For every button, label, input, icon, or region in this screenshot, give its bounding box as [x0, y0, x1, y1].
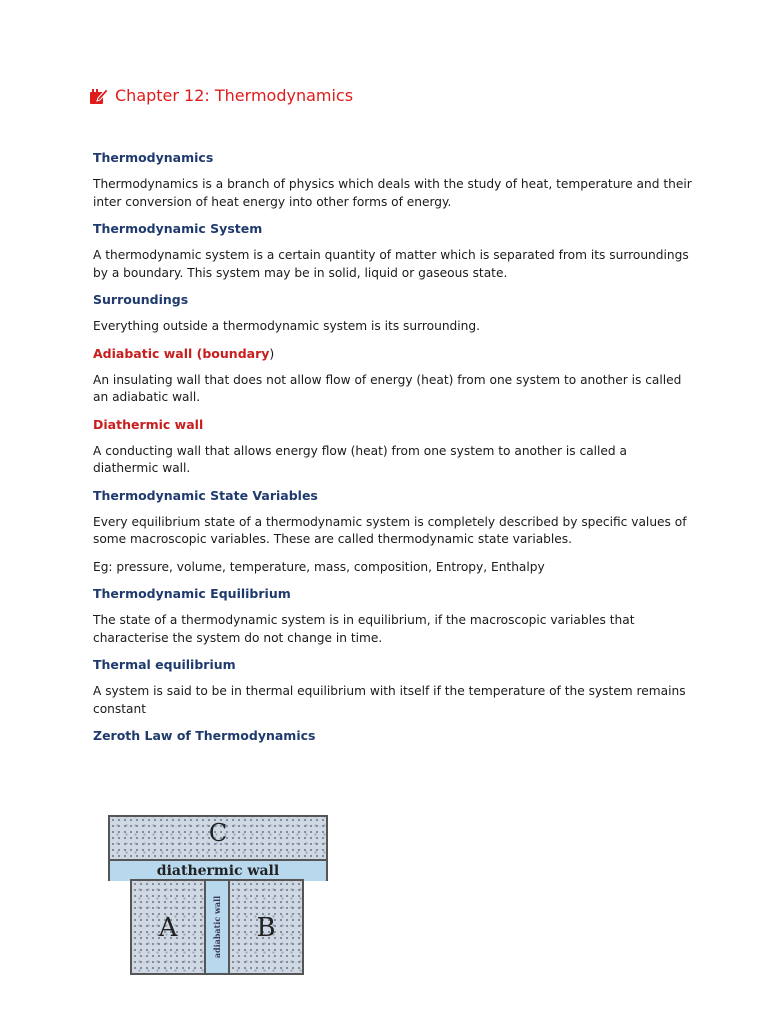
section-heading: Thermodynamic System [93, 221, 263, 236]
section-paragraph: Everything outside a thermodynamic system is its surrounding. [93, 319, 481, 333]
section-zeroth-law [93, 728, 693, 744]
section-paragraph: Thermodynamics is a branch of physics which deals with the study of heat, temperature and their inter conversion of heat energy into other forms of energy. [93, 177, 692, 209]
adiabatic-wall-label: adiabatic wall [212, 895, 222, 959]
section-state-variables [93, 488, 693, 577]
section-thermodynamics [93, 150, 693, 211]
section-heading-text: Adiabatic wall (boundary [93, 345, 270, 361]
zeroth-law-diagram [108, 815, 330, 980]
section-heading: Thermal equilibrium [93, 657, 236, 672]
system-b [228, 879, 304, 975]
system-a-label: A [158, 913, 178, 943]
diathermic-wall-label: diathermic wall [110, 859, 326, 881]
section-paragraph: Every equilibrium state of a thermodynamic system is completely described by specific values of some macroscopic variables. These are called thermodynamic state variables. [93, 514, 687, 546]
section-thermodynamic-equilibrium [93, 586, 693, 647]
section-thermodynamic-system [93, 221, 693, 282]
section-paragraph: A thermodynamic system is a certain quantity of matter which is separated from its surroundings by a boundary. This system may be in solid, liquid or gaseous state. [93, 248, 689, 280]
system-a [130, 879, 206, 975]
section-heading: Thermodynamics [93, 150, 214, 165]
system-c-label: C [208, 819, 228, 847]
system-b-label: B [256, 913, 276, 943]
section-heading-suffix: ) [269, 345, 275, 361]
chapter-title [89, 86, 693, 105]
section-heading: Surroundings [93, 292, 189, 307]
section-adiabatic-wall [93, 346, 693, 407]
system-c [108, 815, 328, 881]
section-heading: Thermodynamic State Variables [93, 487, 318, 503]
section-surroundings [93, 292, 693, 336]
section-paragraph: A conducting wall that allows energy flow (heat) from one system to another is called a diathermic wall. [93, 443, 628, 475]
section-heading: Thermodynamic Equilibrium [93, 586, 291, 601]
section-heading: Diathermic wall [93, 416, 204, 432]
chapter-title-text: Chapter 12: Thermodynamics [115, 86, 354, 105]
section-heading [93, 346, 693, 362]
section-paragraph: An insulating wall that does not allow flow of energy (heat) from one system to another is called an adiabatic wall. [93, 372, 682, 404]
adiabatic-wall [206, 879, 228, 975]
section-paragraph: A system is said to be in thermal equilibrium with itself if the temperature of the system remains constant [93, 684, 686, 716]
document-page [93, 86, 693, 754]
section-diathermic-wall [93, 417, 693, 478]
section-heading: Zeroth Law of Thermodynamics [93, 728, 316, 743]
section-paragraph: Eg: pressure, volume, temperature, mass, composition, Entropy, Enthalpy [93, 559, 545, 574]
section-thermal-equilibrium [93, 657, 693, 718]
pencil-edit-icon [89, 87, 109, 105]
section-paragraph: The state of a thermodynamic system is in equilibrium, if the macroscopic variables that characterise the system do not change in time. [93, 613, 635, 645]
